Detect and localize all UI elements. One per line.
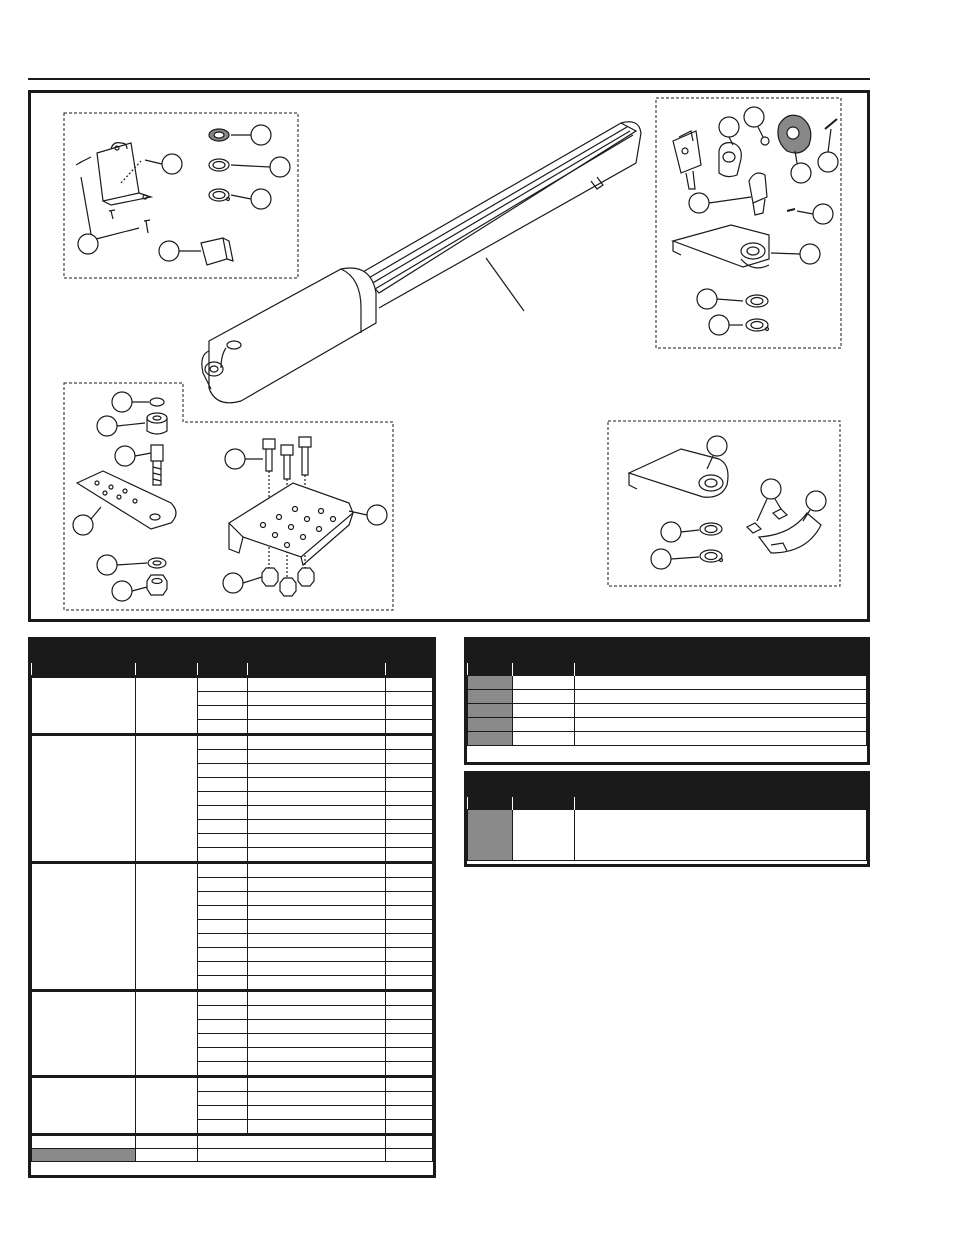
column-header [468, 663, 513, 676]
table-cell [248, 976, 386, 991]
clevis-icon [749, 173, 767, 215]
table-cell [575, 690, 867, 704]
table-cell [32, 1077, 136, 1135]
table-cell [198, 878, 248, 892]
table-cell [248, 962, 386, 976]
table-cell [198, 806, 248, 820]
table-cell [386, 677, 433, 692]
table-cell [468, 718, 513, 732]
table-cell [248, 834, 386, 848]
table-cell [32, 991, 136, 1077]
table-cell [32, 863, 136, 991]
table-cell [248, 1062, 386, 1077]
hardware-group-box-bottom-right [608, 421, 840, 586]
table-cell [198, 848, 248, 863]
column-header [386, 663, 433, 677]
parts-table-right-top-grid [467, 663, 867, 746]
table-cell [198, 1048, 248, 1062]
table-cell [386, 920, 433, 934]
table-cell [198, 1149, 386, 1162]
parts-table-right-bottom-title [467, 774, 867, 797]
table-cell [198, 1006, 248, 1020]
parts-table-left-title [31, 640, 433, 663]
bushing-icon [147, 413, 167, 434]
table-cell [248, 991, 386, 1006]
table-cell [386, 1106, 433, 1120]
table-cell [248, 1048, 386, 1062]
table-cell [386, 1006, 433, 1020]
table-cell [248, 934, 386, 948]
table-cell [575, 718, 867, 732]
table-cell [248, 820, 386, 834]
table-cell [198, 948, 248, 962]
clevis-icon [673, 131, 701, 189]
table-cell [32, 735, 136, 863]
table-row [468, 704, 867, 718]
table-row [468, 690, 867, 704]
table-cell [513, 810, 575, 861]
table-cell [575, 676, 867, 690]
nut-icon [147, 575, 167, 595]
table-cell [575, 704, 867, 718]
top-rule [28, 78, 870, 80]
ball-icon [761, 137, 769, 145]
column-header [248, 663, 386, 677]
table-cell [248, 1106, 386, 1120]
table-cell [386, 735, 433, 750]
table-cell [468, 690, 513, 704]
table-cell [248, 720, 386, 735]
table-cell [386, 750, 433, 764]
table-cell [198, 1077, 248, 1092]
table-cell [513, 704, 575, 718]
table-cell [248, 878, 386, 892]
table-cell [248, 1120, 386, 1135]
limit-switch-icon [778, 115, 811, 153]
table-cell [198, 792, 248, 806]
table-cell [248, 764, 386, 778]
table-cell [575, 810, 867, 861]
exploded-view-drawing [31, 93, 867, 619]
column-header [513, 663, 575, 676]
clip-icon [150, 398, 164, 406]
hardware-group-box-top-left [64, 113, 298, 278]
table-cell [198, 863, 248, 878]
magnet-icon [747, 509, 787, 533]
parts-table-left [28, 637, 436, 1178]
washer-icon [148, 558, 166, 568]
table-cell [386, 1077, 433, 1092]
table-cell [386, 1149, 433, 1162]
table-cell [386, 692, 433, 706]
table-cell [136, 863, 198, 991]
clip-icon [700, 550, 723, 562]
table-cell [248, 750, 386, 764]
hardware-group-box-top-right [656, 98, 841, 348]
bracket-icon [229, 483, 353, 565]
table-cell [386, 720, 433, 735]
washer-icon [700, 523, 722, 535]
table-header-row [32, 663, 433, 677]
table-cell [468, 810, 513, 861]
small-screw-icon [787, 209, 795, 211]
table-row [32, 1077, 433, 1092]
table-cell [248, 1034, 386, 1048]
parts-table-right-bottom-grid [467, 797, 867, 861]
table-cell [198, 1120, 248, 1135]
table-cell [386, 820, 433, 834]
table-cell [198, 820, 248, 834]
table-cell [248, 948, 386, 962]
arm-leader-line [486, 258, 524, 311]
table-row [32, 991, 433, 1006]
column-header [198, 663, 248, 677]
table-row [468, 676, 867, 690]
table-cell [248, 1006, 386, 1020]
table-row [468, 810, 867, 861]
table-cell [386, 1020, 433, 1034]
limit-switch-icon [759, 513, 821, 553]
table-cell [575, 732, 867, 746]
table-cell [248, 1020, 386, 1034]
column-header [136, 663, 198, 677]
table-row [468, 718, 867, 732]
table-row [32, 863, 433, 878]
column-header [468, 797, 513, 810]
table-header-row [468, 663, 867, 676]
table-cell [32, 677, 136, 735]
table-cell [136, 677, 198, 735]
table-row [468, 732, 867, 746]
table-cell [386, 962, 433, 976]
bolt-icon [263, 437, 311, 479]
table-cell [468, 704, 513, 718]
table-row [32, 677, 433, 692]
table-cell [198, 778, 248, 792]
table-cell [248, 1092, 386, 1106]
table-cell [198, 1062, 248, 1077]
table-cell [198, 1106, 248, 1120]
table-cell [198, 735, 248, 750]
table-cell [32, 1135, 136, 1149]
table-cell [386, 991, 433, 1006]
table-cell [386, 764, 433, 778]
nut-icon [262, 568, 314, 596]
table-row [32, 1135, 433, 1149]
small-screw-icon [825, 119, 837, 129]
parts-diagram [28, 90, 870, 622]
table-cell [248, 735, 386, 750]
table-cell [248, 848, 386, 863]
table-cell [468, 676, 513, 690]
table-cell [248, 692, 386, 706]
table-cell [248, 1077, 386, 1092]
table-cell [386, 892, 433, 906]
table-cell [248, 892, 386, 906]
table-cell [198, 976, 248, 991]
bolt-icon [151, 445, 163, 485]
table-cell [386, 878, 433, 892]
table-cell [386, 1062, 433, 1077]
table-cell [468, 732, 513, 746]
callout-circles [73, 107, 838, 601]
cover-plate-icon [97, 143, 151, 205]
table-cell [198, 934, 248, 948]
table-cell [248, 906, 386, 920]
clip-icon [746, 319, 769, 331]
table-cell [386, 706, 433, 720]
operator-arm-icon [202, 122, 641, 403]
table-cell [198, 1020, 248, 1034]
table-cell [386, 976, 433, 991]
table-cell [198, 991, 248, 1006]
washer-icon [746, 295, 768, 307]
column-header [575, 663, 867, 676]
parts-table-right-top-title [467, 640, 867, 663]
table-cell [513, 676, 575, 690]
bushing-icon [719, 143, 741, 177]
table-cell [386, 948, 433, 962]
table-cell [386, 1034, 433, 1048]
table-cell [32, 1149, 136, 1162]
table-row [32, 1149, 433, 1162]
table-cell [386, 792, 433, 806]
table-cell [386, 848, 433, 863]
table-cell [386, 1135, 433, 1149]
table-cell [248, 863, 386, 878]
table-cell [248, 778, 386, 792]
table-cell [386, 1048, 433, 1062]
table-cell [513, 718, 575, 732]
table-cell [136, 1149, 198, 1162]
table-header-row [468, 797, 867, 810]
clip-icon [209, 189, 230, 201]
table-cell [386, 934, 433, 948]
table-cell [386, 906, 433, 920]
parts-table-right-bottom [464, 771, 870, 867]
table-cell [248, 920, 386, 934]
table-cell [198, 706, 248, 720]
table-cell [136, 1135, 198, 1149]
table-cell [513, 732, 575, 746]
table-row [32, 735, 433, 750]
table-cell [198, 750, 248, 764]
bracket-icon [673, 225, 769, 268]
washer-icon [209, 129, 229, 171]
table-cell [198, 720, 248, 735]
column-header [513, 797, 575, 810]
table-cell [248, 806, 386, 820]
parts-table-left-body [32, 677, 433, 1162]
table-cell [386, 863, 433, 878]
table-cell [248, 677, 386, 692]
table-cell [198, 1034, 248, 1048]
table-cell [513, 690, 575, 704]
column-header [32, 663, 136, 677]
table-cell [136, 1077, 198, 1135]
table-cell [386, 778, 433, 792]
parts-table-left-grid [31, 663, 433, 1162]
table-cell [198, 677, 248, 692]
table-cell [198, 920, 248, 934]
table-cell [198, 764, 248, 778]
table-cell [198, 1135, 386, 1149]
column-header [575, 797, 867, 810]
table-cell [386, 1092, 433, 1106]
release-key-icon [201, 238, 233, 265]
parts-table-right-top-body [468, 676, 867, 746]
parts-table-right-top [464, 637, 870, 765]
table-cell [386, 1120, 433, 1135]
table-cell [136, 991, 198, 1077]
table-cell [386, 806, 433, 820]
table-cell [198, 906, 248, 920]
table-cell [136, 735, 198, 863]
table-cell [198, 834, 248, 848]
table-cell [248, 706, 386, 720]
table-cell [386, 834, 433, 848]
table-cell [198, 962, 248, 976]
table-cell [198, 692, 248, 706]
table-cell [248, 792, 386, 806]
table-cell [198, 1092, 248, 1106]
table-cell [198, 892, 248, 906]
